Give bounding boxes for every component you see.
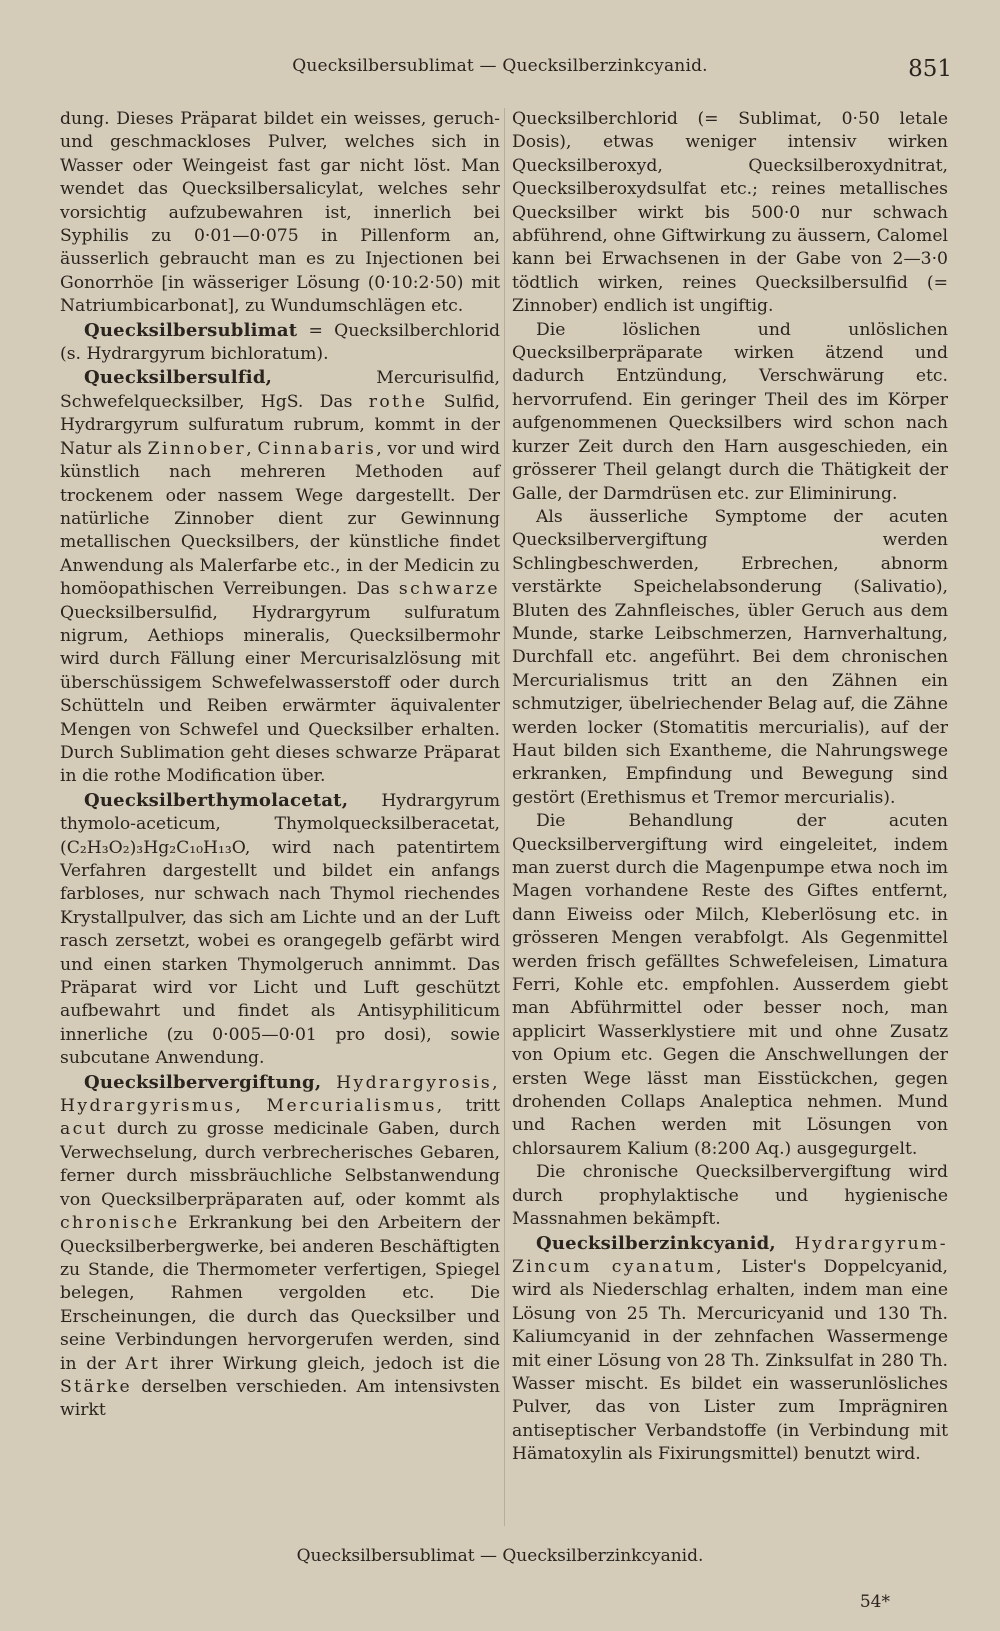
headword: Quecksilbersulfid, [84, 367, 273, 389]
right-column [512, 108, 948, 1467]
spaced-term: Hydrargyrum-Zincum cyanatum, [512, 1233, 948, 1277]
entry-text: Sulfid, Hydrargyrum sulfuratum rubrum, kommt in der Natur als [60, 391, 500, 459]
entry-text: derselben verschieden. Am intensivsten wirkt [60, 1376, 500, 1421]
entry-quecksilberthymolacetat [60, 789, 500, 1071]
spaced-term: Zinnober [147, 438, 247, 459]
headword: Quecksilberthymolacetat, [84, 789, 349, 811]
spaced-term: Hydrargyrosis, Hydrargyrismus, Mercurialismus, [60, 1072, 500, 1117]
column-divider [504, 108, 505, 1526]
running-head: Quecksilbersublimat — Quecksilberzinkcyanid. [292, 56, 708, 76]
entry-text: Lister's Doppelcyanid, wird als Niederschlag erhalten, indem man eine Lösung von 25 Th. Mercuricyanid und 130 Th. Kaliumcyanid in der zehnfachen Wassermenge mit einer Lösung von 28 Th. Zinksulfat in 280 Th. Wasser mischt. Es bildet ein wasserunlösliches Pulver, das von Lister zum Imprägniren antiseptischer Verbandstoffe (in Verbindung mit Hämatoxylin als Fixirungsmittel) benutzt wird. [512, 1256, 948, 1465]
entry-text: = Quecksilberchlorid (s. Hydrargyrum bichloratum). [60, 320, 500, 365]
entry-text: , vor und wird künstlich nach mehreren Methoden auf trockenem oder nassem Wege dargestellt. Der natürliche Zinnober dient zur Gewinnung metallischen Quecksilbers, der künstliche findet Anwendung als Malerfarbe etc., in der Medicin zu homöopathischen Verreibungen. Das [60, 438, 500, 600]
entry-quecksilbervergiftung [60, 1071, 500, 1423]
spaced-term: schwarze [398, 579, 500, 600]
paragraph: Quecksilberchlorid (= Sublimat, 0·50 letale Dosis), etwas weniger intensiv wirken Quecksilberoxyd, Quecksilberoxydnitrat, Quecksilberoxydsulfat etc.; reines metallisches Quecksilber wirkt bis 500·0 nur schwach abführend, ohne Giftwirkung zu äussern, Calomel kann bei Erwachsenen in der Gabe von 2—3·0 tödtlich wirken, reines Quecksilbersulfid (= Zinnober) endlich ist ungiftig. [512, 109, 948, 317]
entry-quecksilbersulfid [60, 366, 500, 788]
paragraph: Die chronische Quecksilbervergiftung wird durch prophylaktische und hygienische Massnahmen bekämpft. [512, 1162, 948, 1230]
entry-text: Erkrankung bei den Arbeitern der Quecksilberbergwerke, bei anderen Beschäftigten zu Stande, die Thermometer verfertigen, Spiegel belegen, Rahmen vergolden etc. Die Erscheinungen, die durch das Quecksilber und seine Verbindungen hervorgerufen werden, sind in der [60, 1213, 500, 1374]
headword: Quecksilberzinkcyanid, [536, 1232, 776, 1254]
entry-text: durch zu grosse medicinale Gaben, durch Verwechselung, durch verbrecherisches Gebaren, ferner durch missbräuchliche Selbstanwendung von Quecksilberpräparaten auf, oder kommt als [60, 1119, 500, 1210]
spaced-term: rothe [368, 391, 428, 412]
entry-text: , [246, 438, 258, 459]
entry-quecksilberzinkcyanid [512, 1232, 948, 1467]
spaced-term: acut [60, 1119, 108, 1140]
paragraph: Als äusserliche Symptome der acuten Quecksilbervergiftung werden Schlingbeschwerden, Erbrechen, abnorm verstärkte Speichelabsonderung (Salivatio), Bluten des Zahnfleisches, übler Geruch aus dem Munde, starke Leibschmerzen, Harnverhaltung, Durchfall etc. angeführt. Bei dem chronischen Mercurialismus tritt an den Zähnen ein schmutziger, übelriechender Belag auf, die Zähne werden locker (Stomatitis mercurialis), auf der Haut bilden sich Exantheme, die Nahrungswege erkranken, Empfindung und Bewegung sind gestört (Erethismus et Tremor mercurialis). [512, 506, 948, 808]
entry-text: Hydrargyrum thymolo-aceticum, Thymolquecksilberacetat, (C₂H₃O₂)₃Hg₂C₁₀H₁₃O, wird nach patentirtem Verfahren dargestellt und bildet ein anfangs farbloses, nur schwach nach Thymol riechendes Krystallpulver, das sich am Lichte und an der Luft rasch zersetzt, wobei es orangegelb gefärbt wird und einen starken Thymolgeruch annimmt. Das Präparat wird vor Licht und Luft geschützt aufbewahrt und findet als Antisyphiliticum innerliche (zu 0·005—0·01 pro dosi), sowie subcutane Anwendung. [60, 790, 500, 1069]
footer-running-head: Quecksilbersublimat — Quecksilberzinkcyanid. [296, 1546, 704, 1566]
headword: Quecksilbersublimat [84, 319, 298, 341]
spaced-term: chronische [60, 1213, 180, 1234]
left-column [60, 108, 500, 1423]
headword: Quecksilbervergiftung, [84, 1071, 322, 1093]
spaced-term: Stärke [60, 1376, 133, 1397]
signature-mark: 54* [859, 1592, 890, 1612]
entry-text: Quecksilbersulfid, Hydrargyrum sulfuratum nigrum, Aethiops mineralis, Quecksilbermohr wird durch Fällung einer Mercurisalzlösung mit überschüssigem Schwefelwasserstoff oder durch Schütteln und Reiben erwärmter äquivalenter Mengen von Schwefel und Quecksilber erhalten. Durch Sublimation geht dieses schwarze Präparat in die rothe Modification über. [60, 602, 500, 787]
page-number: 851 [908, 56, 952, 82]
entry-text: tritt [444, 1096, 500, 1117]
entry-quecksilbersublimat [60, 319, 500, 367]
entry-text: ihrer Wirkung gleich, jedoch ist die [160, 1353, 500, 1374]
paragraph: dung. Dieses Präparat bildet ein weisses, geruch- und geschmackloses Pulver, welches sich in Wasser oder Weingeist fast gar nicht löst. Man wendet das Quecksilbersalicylat, welches sehr vorsichtig aufzubewahren ist, innerlich bei Syphilis zu 0·01—0·075 in Pillenform an, äusserlich gebraucht man es zu Injectionen bei Gonorrhöe [in wässeriger Lösung (0·10:2·50) mit Natriumbicarbonat], zu Wundumschlägen etc. [60, 109, 500, 317]
spaced-term: Cinnabaris [257, 438, 377, 459]
paragraph: Die löslichen und unlöslichen Quecksilberpräparate wirken ätzend und dadurch Entzündung, Verschwärung etc. hervorrufend. Ein geringer Theil des im Körper aufgenommenen Quecksilbers wird schon nach kurzer Zeit durch den Harn ausgeschieden, ein grösserer Theil gelangt durch die Thätigkeit der Galle, der Darmdrüsen etc. zur Eliminirung. [512, 319, 948, 504]
spaced-term: Art [125, 1353, 161, 1374]
paragraph: Die Behandlung der acuten Quecksilbervergiftung wird eingeleitet, indem man zuerst durch die Magenpumpe etwa noch im Magen vorhandene Reste des Giftes entfernt, dann Eiweiss oder Milch, Kleberlösung etc. in grösseren Mengen verabfolgt. Als Gegenmittel werden frisch gefälltes Schwefeleisen, Limatura Ferri, Kohle etc. empfohlen. Ausserdem giebt man Abführmittel oder besser noch, man applicirt Wasserklystiere mit und ohne Zusatz von Opium etc. Gegen die Anschwellungen der ersten Wege lässt man Eisstückchen, gegen drohenden Collaps Analeptica nehmen. Mund und Rachen werden mit Lösungen von chlorsaurem Kalium (8:200 Aq.) ausgegurgelt. [512, 811, 948, 1159]
entry-text: Mercurisulfid, Schwefelquecksilber, HgS. Das [60, 368, 500, 412]
